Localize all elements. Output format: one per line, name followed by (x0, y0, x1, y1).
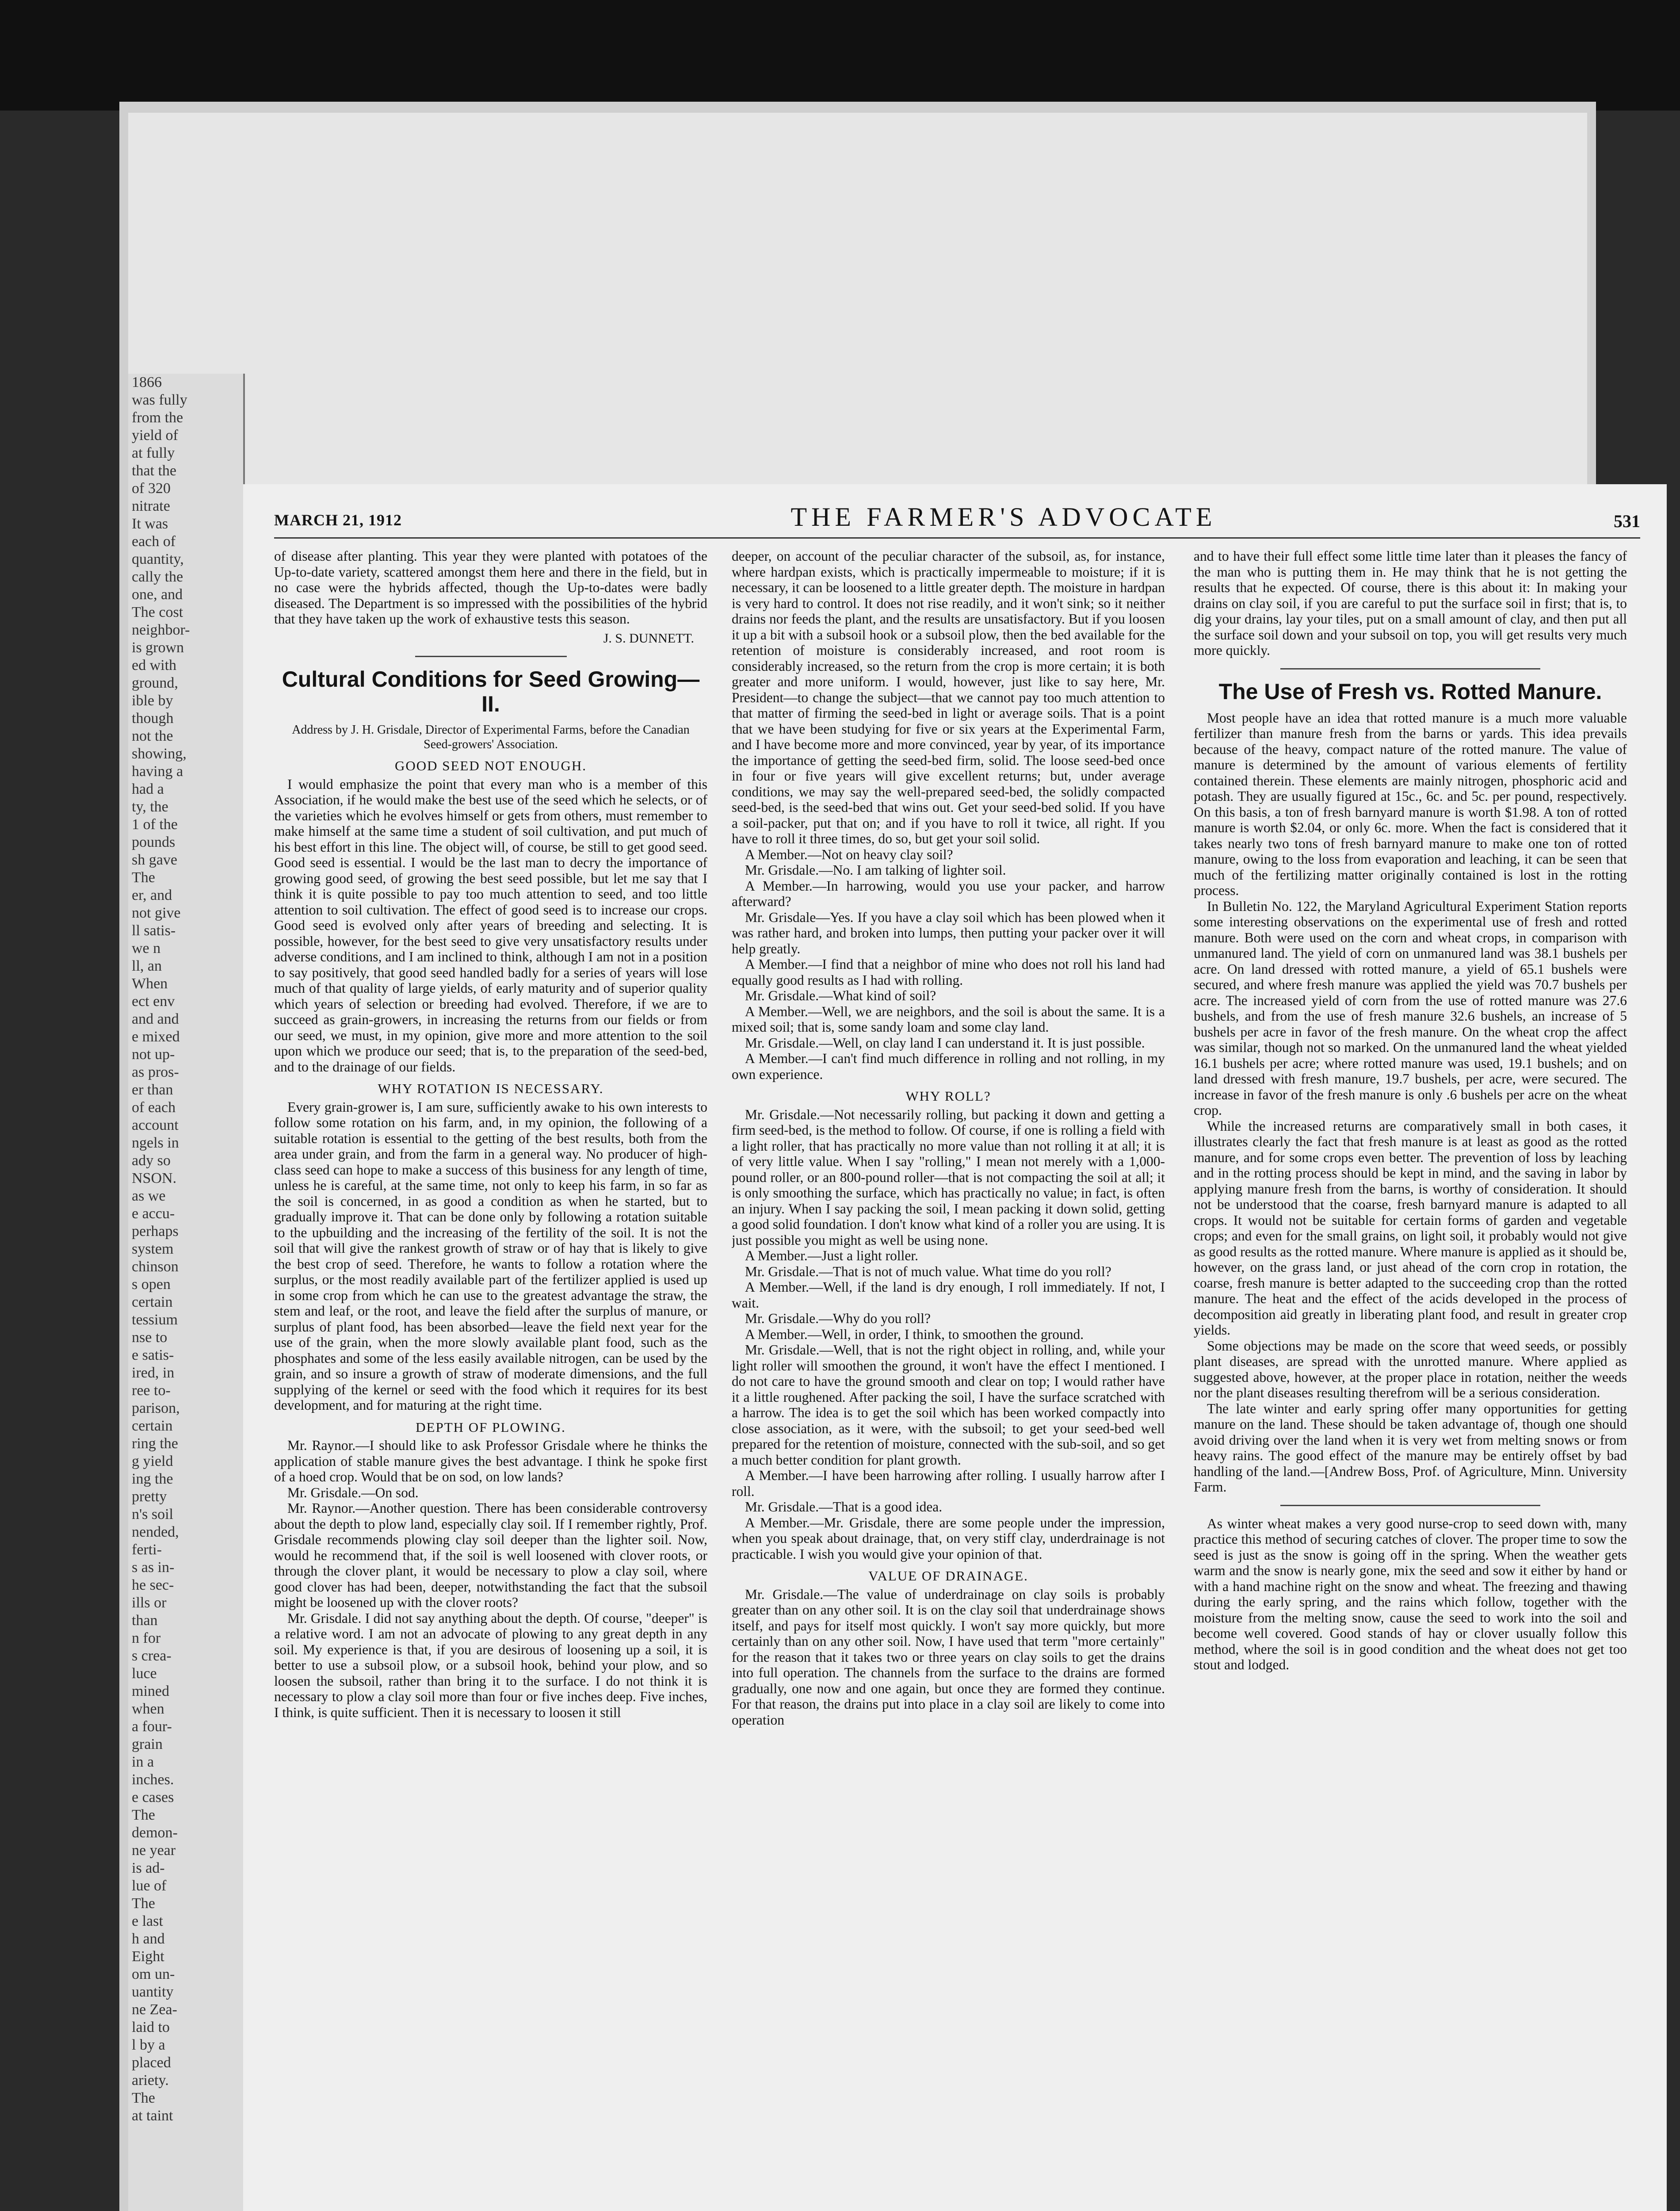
divider (1280, 668, 1540, 669)
previous-page-text-fragment: that the (132, 463, 177, 479)
article-paragraph: Mr. Grisdale—Yes. If you have a clay soil which has been plowed when it was rather hard, and broken into lumps, then putting your packer over it will help greatly. (732, 909, 1165, 956)
previous-page-text-fragment: pretty (132, 1488, 167, 1505)
page-header (274, 502, 1640, 539)
previous-page-text-fragment: had a (132, 781, 164, 797)
previous-page-text-fragment: ne Zea- (132, 2001, 177, 2018)
previous-page-text-fragment: e satis- (132, 1347, 174, 1363)
previous-page-text-fragment: When (132, 975, 168, 992)
previous-page-text-fragment: e mixed (132, 1029, 180, 1045)
previous-page-text-fragment: ing the (132, 1471, 173, 1487)
article-paragraph: Mr. Grisdale.—Not necessarily rolling, but packing it down and getting a firm seed-bed, is the method to follow. Of course, if one is rolling a field with a light roller, that has practically no more value than not rolling it at all; it is of very little value. When I say "rolling," I mean not merely with a 1,000-pound roller, or an 800-pound roller—that is not compacting the soil at all; it is only smoothing the surface, which has practically no value; in fact, is often an injury. When I say packing the soil, I mean packing it down solid, getting a good solid foundation. I don't know what kind of a roller you are using. It is just possible you might as well be using none. (732, 1106, 1165, 1248)
previous-page-text-fragment: and and (132, 1011, 179, 1027)
previous-page-text-fragment: account (132, 1117, 179, 1133)
previous-page-text-fragment: ady so (132, 1152, 171, 1169)
previous-page-text-fragment: It was (132, 516, 168, 532)
previous-page-text-fragment: mined (132, 1683, 169, 1699)
article-paragraph: Mr. Raynor.—I should like to ask Professor Grisdale where he thinks the application of stable manure gives the best advantage. I think he spoke first of a hoed crop. Would that be on sod, on low lands? (274, 1438, 707, 1484)
article-paragraph: I would emphasize the point that every man who is a member of this Association, if he would make the best use of the seed which he selects, or of the varieties which he evolves himself or gets from others, must remember to make himself at the same time a student of soil cultivation, and put much of his best effort in this line. The object will, of course, be still to get good seed. Good seed is essential. I would be the last man to decry the importance of growing good seed, of growing the best seed possible, but let me say that I think it is quite possible to pay too much attention to seed, and too little attention to soil cultivation. The effect of good seed is to increase our crops. Good seed is evolved only after years of breeding and selecting. It is possible, however, for the best seed to give very unsatisfactory results under adverse conditions, and I am inclined to think, although I am not in a position to say positively, that good seed handled badly for a series of years will lose much of that quality of large yields, of early maturity and of superior quality which years of selection or breeding had evolved. Therefore, if we are to succeed as grain-growers, in increasing the returns from our fields or from our seed, we must, in my opinion, give more and more attention to the soil upon which we produce our seed; that is, to the preparation of the seed-bed, and to the drainage of our fields. (274, 776, 707, 1075)
previous-page-text-fragment: of each (132, 1099, 176, 1116)
previous-page-text-fragment: g yield (132, 1453, 173, 1469)
previous-page-text-fragment: The cost (132, 604, 183, 620)
previous-page-text-fragment: parison, (132, 1400, 180, 1416)
previous-page-text-fragment: tessium (132, 1312, 178, 1328)
previous-page-text-fragment: quantity, (132, 551, 184, 567)
previous-page-text-fragment: ired, in (132, 1365, 175, 1381)
previous-page-text-fragment: ariety. (132, 2072, 169, 2089)
article-paragraph: Mr. Grisdale.—What kind of soil? (745, 988, 936, 1003)
article-paragraph: A Member.—In harrowing, would you use your packer, and harrow afterward? (732, 878, 1165, 909)
divider (1280, 1505, 1540, 1506)
previous-page-text-fragment: in a (132, 1754, 154, 1770)
previous-page-text-fragment: nitrate (132, 498, 170, 514)
article-paragraph: Mr. Grisdale.—Well, on clay land I can understand it. It is just possible. (745, 1035, 1145, 1051)
previous-page-text-fragment: one, and (132, 586, 183, 603)
previous-page-text-fragment: ible by (132, 692, 173, 709)
previous-page-text-fragment: The (132, 1807, 155, 1823)
previous-page-text-fragment: though (132, 710, 174, 727)
previous-page-text-fragment: e last (132, 1913, 163, 1929)
previous-page-text-fragment: NSON. (132, 1170, 177, 1186)
article-paragraph: Some objections may be made on the score that weed seeds, or possibly plant diseases, are spread with the unrotted manure. Where applied as suggested above, however, at the proper place in rotation, neither the weeds nor the plant diseases resulting therefrom will be a serious consideration. (1194, 1338, 1627, 1400)
article-byline: Address by J. H. Grisdale, Director of Experimental Farms, before the Canadian Seed-growers' Association. (292, 723, 690, 751)
article-paragraph: Mr. Raynor.—Another question. There has been considerable controversy about the depth to plow land, especially clay soil. If I remember rightly, Prof. Grisdale recommends plowing clay soil deeper than the lighter soil. Now, would he recommend that, if the soil is well loosened with clover roots, or through the clover plant, it would be necessary to plow a clay soil, where good clover has had been, deeper, notwithstanding the fact that the subsoil might be loosened up with the clover roots? (274, 1500, 707, 1610)
article-paragraph: A Member.—Well, we are neighbors, and the soil is about the same. It is a mixed soil; that is, some sandy loam and some clay land. (732, 1003, 1165, 1035)
article-paragraph: Every grain-grower is, I am sure, sufficiently awake to his own interests to follow some rotation on his farm, and, in my opinion, the following of a suitable rotation is essential to the getting of the best results, both from the area under grain, and from the farm in a general way. No producer of high-class seed can hope to make a success of this business for any length of time, unless he is careful, at the same time, not only to keep his farm, in so far as the soil is concerned, in as good a condition as when he started, but to gradually improve it. That can be done only by following a rotation suitable to the upbuilding and the increasing of the fertility of the soil. It is not the soil that will give the rankest growth of straw or of hay that is likely to give the best crop of seed. Therefore, he wants to follow a rotation where the surplus, or the most readily available part of the fertilizer applied is used up in some crop from which he can use to the greatest advantage the straw, the stem and leaf, or the root, and leave the field after the surplus of manure, or surplus of plant food, has been absorbed—leave the field next year for the use of the grain, when the more slowly available plant food, such as the phosphates and some of the less easily available nitrogen, can be used by the grain, and so insure a growth of straw of moderate dimensions, and the full supplying of the kernel or seed with the food which it requires for its best development, and for maturing at the right time. (274, 1099, 707, 1413)
previous-page-text-fragment: s crea- (132, 1648, 172, 1664)
previous-page-text-fragment: from the (132, 409, 183, 426)
column-2 (732, 548, 1165, 2211)
previous-page-text-fragment: l by a (132, 2037, 165, 2053)
article-paragraph: Most people have an idea that rotted manure is a much more valuable fertilizer than manure fresh from the barns or yards. This idea prevails because of the heavy, compact nature of the rotted manure. The value of manure is determined by the amount of various elements of fertility contained therein. These elements are mainly nitrogen, phosphoric acid and potash. They are usually figured at 15c., 6c. and 5c. per pound, respectively. On this basis, a ton of fresh barnyard manure is worth $1.98. A ton of rotted manure is worth $2.04, or only 6c. more. When the fact is considered that it takes nearly two tons of fresh barnyard manure to make one ton of rotted manure, owing to the loss from evaporation and leaching, it can be seen that much of the fertilizing matter originally contained is lost in the rotting process. (1194, 710, 1627, 898)
header-date: MARCH 21, 1912 (274, 511, 402, 529)
previous-page-text-fragment: a four- (132, 1718, 172, 1735)
previous-page-text-fragment: Eight (132, 1948, 164, 1965)
previous-page-edge (128, 374, 245, 2211)
previous-page-text-fragment: ring the (132, 1435, 178, 1452)
previous-page-text-fragment: each of (132, 533, 176, 550)
article-paragraph: A Member.—I find that a neighbor of mine who does not roll his land had equally good results as I had with rolling. (732, 956, 1165, 988)
previous-page-text-fragment: he sec- (132, 1577, 174, 1593)
previous-page-text-fragment: The (132, 869, 155, 886)
article-paragraph: Mr. Grisdale.—Why do you roll? (745, 1311, 931, 1326)
article-headline: Cultural Conditions for Seed Growing—II. (282, 667, 700, 716)
previous-page-text-fragment: certain (132, 1294, 173, 1310)
article-paragraph: A Member.—Just a light roller. (745, 1248, 918, 1263)
page-number: 531 (1614, 511, 1640, 531)
section-subhead: VALUE OF DRAINAGE. (868, 1568, 1028, 1584)
previous-page-text-fragment: not give (132, 905, 181, 921)
article-paragraph: A Member.—Not on heavy clay soil? (745, 846, 953, 862)
article-text: of disease after planting. This year they were planted with potatoes of the Up-to-date variety, scattered amongst them here and there in the field, but in no case were the hybrids affected, though the Up-to-dates were badly diseased. The Department is so impressed with the possibilities of the hybrid that they have taken up the work of exhaustive tests this season. (274, 548, 707, 627)
divider (415, 656, 567, 657)
article-paragraph: Mr. Grisdale.—Well, that is not the right object in rolling, and, while your light roller will smoothen the ground, it won't have the effect I mentioned. I do not care to have the ground smooth and clear on top; I would rather have it a little roughened. After packing the soil, I have the surface scratched with a harrow. The idea is to get the soil which has been worked compactly into close association, as it were, with the subsoil; to get your seed-bed well prepared for the retention of moisture, connected with the sub-soil, and so get a much better condition for plant growth. (732, 1342, 1165, 1468)
column-1 (274, 548, 707, 2211)
article-paragraph: A Member.—I have been harrowing after rolling. I usually harrow after I roll. (732, 1468, 1165, 1499)
article-paragraph: A Member.—Well, if the land is dry enough, I roll immediately. If not, I wait. (732, 1279, 1165, 1311)
previous-page-text-fragment: n's soil (132, 1506, 173, 1522)
section-subhead: GOOD SEED NOT ENOUGH. (394, 758, 587, 773)
previous-page-text-fragment: ferti- (132, 1542, 162, 1558)
previous-page-text-fragment: neighbor- (132, 622, 190, 638)
previous-page-text-fragment: luce (132, 1665, 157, 1682)
previous-page-text-fragment: demon- (132, 1825, 178, 1841)
previous-page-text-fragment: we n (132, 940, 161, 956)
previous-page-text-fragment: of 320 (132, 480, 171, 497)
previous-page-text-fragment: as we (132, 1188, 166, 1204)
article-paragraph: A Member.—Well, in order, I think, to smoothen the ground. (745, 1326, 1084, 1342)
previous-page-text-fragment: ect env (132, 993, 175, 1010)
article-paragraph: Mr. Grisdale.—The value of underdrainage on clay soils is probably greater than on any other soil. It is on the clay soil that underdrainage shows itself, and pays for itself most quickly. I won't say more quickly, but more certainly than on any other soil. Now, I have used that term "more certainly" for the reason that it takes two or three years on clay soils to get the drains into full operation. The channels from the surface to the drains are formed gradually, one now and one again, but once they are formed they continue. For that reason, the drains put into place in a clay soil are likely to come into operation (732, 1586, 1165, 1728)
previous-page-text-fragment: 1866 (132, 374, 162, 390)
article-paragraph: As winter wheat makes a very good nurse-crop to seed down with, many practice this method of securing catches of clover. The proper time to sow the seed is just as the snow is going off in the spring. When the weather gets warm and the snow is nearly gone, mix the seed and sow it either by hand or with a hand machine right on the snow and wheat. The freezing and thawing during the early spring, and the rains which follow, together with the moisture from the melting snow, cause the seed to work into the soil and become well covered. Good stands of hay or clover usually follow this method, where the soil is in good condition and the wheat does not get too stout and lodged. (1194, 1515, 1627, 1672)
previous-page-text-fragment: s open (132, 1276, 171, 1293)
previous-page-text-fragment: ed with (132, 657, 177, 673)
previous-page-text-fragment: cally the (132, 569, 183, 585)
previous-page-text-fragment: ground, (132, 675, 178, 691)
previous-page-text-fragment: yield of (132, 427, 178, 444)
previous-page-text-fragment: than (132, 1612, 158, 1629)
previous-page-text-fragment: om un- (132, 1966, 175, 1982)
masthead-title: THE FARMER'S ADVOCATE (790, 502, 1217, 532)
previous-page-text-fragment: is ad- (132, 1860, 165, 1876)
previous-page-text-fragment: not up- (132, 1046, 175, 1063)
article-paragraph: deeper, on account of the peculiar character of the subsoil, as, for instance, where hardpan exists, which is practically impermeable to moisture; if it is necessary, it can be loosened to a little greater depth. The moisture in hardpan is very hard to control. It does not rise readily, and it won't sink; so it neither drains nor feeds the plant, and the results are unsatisfactory. But if you loosen it up a bit with a subsoil hook or a subsoil plow, then the bed available for the retention of moisture is considerably increased, and root room is considerably increased, so the return from the crop is more certain; it is both greater and more uniform. I would, however, just like to say here, Mr. President—to change the subject—that we cannot pay too much attention to that matter of firming the seed-bed in light or average soils. That is a point that we have been studying for five or six years at the Experimental Farm, and I have become more and more convinced, year by year, of its importance the importance of getting the seed-bed firm, solid. The loose seed-bed once in four or five years will give excellent returns; but, under average conditions, we may say the well-prepared seed-bed, the solidly compacted seed-bed, is the seed-bed that wins out. Get your seed-bed solid. If you have a soil-packer, put that on; and if you have to roll it twice, all right. If you have to roll it three times, do so, but get your soil solid. (732, 548, 1165, 846)
previous-page-text-fragment: when (132, 1701, 164, 1717)
previous-page-text-fragment: h and (132, 1931, 165, 1947)
previous-page-text-fragment: The (132, 1895, 155, 1912)
previous-page-text-fragment: ree to- (132, 1382, 171, 1399)
previous-page-text-fragment: lue of (132, 1878, 167, 1894)
previous-page-text-fragment: is grown (132, 639, 184, 656)
previous-page-text-fragment: er than (132, 1082, 173, 1098)
previous-page-text-fragment: at fully (132, 445, 175, 461)
previous-page-text-fragment: chinson (132, 1259, 179, 1275)
previous-page-text-fragment: was fully (132, 392, 187, 408)
previous-page-text-fragment: sh gave (132, 852, 177, 868)
article-paragraph: Mr. Grisdale.—That is not of much value. What time do you roll? (745, 1263, 1111, 1279)
previous-page-text-fragment: at taint (132, 2108, 173, 2124)
previous-page-text-fragment: n for (132, 1630, 161, 1646)
previous-page-text-fragment: 1 of the (132, 816, 178, 833)
previous-page-text-fragment: The (132, 2090, 155, 2106)
previous-page-text-fragment: placed (132, 2054, 171, 2071)
section-subhead: DEPTH OF PLOWING. (416, 1419, 566, 1435)
article-paragraph: Mr. Grisdale.—On sod. (287, 1484, 419, 1500)
previous-page-text-fragment: grain (132, 1736, 163, 1752)
previous-page-text-fragment: ngels in (132, 1135, 179, 1151)
article-paragraph: In Bulletin No. 122, the Maryland Agricultural Experiment Station reports some interesting observations on the experimental use of fresh and rotted manure. Both were used on the corn and wheat crops, in comparison with unmanured land. The yield of corn on unmanured land was 38.1 bushels per acre. On land dressed with rotted manure, a yield of 65.1 bushels were secured, and where fresh manure was applied the yield was 70.7 bushels per acre. The increased yield of corn from the use of rotted manure was 27.6 bushels, and from the use of fresh manure 32.6 bushels, an increase of 5 bushels per acre in favor of the fresh manure. On the wheat crop the affect was similar, though not so marked. On the unmanured land the wheat yielded 16.1 bushels per acre; where rotted manure was used, 19.1 bushels; and on land dressed with fresh manure, 19.7 bushels, per acre, were secured. The increase in favor of the fresh manure is only .6 bushels per acre on the wheat crop. (1194, 898, 1627, 1118)
article-headline: The Use of Fresh vs. Rotted Manure. (1218, 679, 1602, 704)
previous-page-text-fragment: uantity (132, 1984, 174, 2000)
previous-page-text-fragment: ty, the (132, 799, 168, 815)
previous-page-text-fragment: showing, (132, 746, 187, 762)
previous-page-text-fragment: ll, an (132, 958, 162, 974)
previous-page-text-fragment: laid to (132, 2019, 170, 2035)
section-subhead: WHY ROTATION IS NECESSARY. (378, 1081, 604, 1096)
article-paragraph: A Member.—Mr. Grisdale, there are some people under the impression, when you speak about drainage, that, on very stiff clay, underdrainage is not practicable. I wish you would give your opinion of that. (732, 1515, 1165, 1562)
previous-page-text-fragment: inches. (132, 1771, 174, 1788)
previous-page-text-fragment: e cases (132, 1789, 174, 1806)
author-signature: J. S. DUNNETT. (603, 631, 694, 646)
article-paragraph: Mr. Grisdale.—No. I am talking of lighter soil. (745, 862, 1006, 878)
column-3 (1194, 548, 1627, 2211)
previous-page-text-fragment: certain (132, 1418, 173, 1434)
previous-page-text-fragment: ne year (132, 1842, 176, 1859)
previous-page-text-fragment: ll satis- (132, 922, 176, 939)
article-paragraph: Mr. Grisdale.—That is a good idea. (745, 1499, 943, 1515)
page-sheet (128, 113, 1640, 2211)
previous-page-text-fragment: e accu- (132, 1205, 175, 1222)
previous-page-text-fragment: not the (132, 728, 173, 744)
article-paragraph: A Member.—I can't find much difference in rolling and not rolling, in my own experience. (732, 1051, 1165, 1082)
previous-page-text-fragment: nse to (132, 1329, 168, 1346)
previous-page-text-fragment: as pros- (132, 1064, 179, 1080)
article-paragraph: Mr. Grisdale. I did not say anything about the depth. Of course, "deeper" is a relative word. I am not an advocate of plowing to any great depth in any soil. My experience is that, if you are desirous of loosening up a soil, it is better to use a subsoil plow, or a subsoil hook, behind your plow, and so loosen the subsoil, rather than bring it to the surface. I do not think it is necessary to plow a clay soil more than four or five inches deep. Five inches, I think, is quite sufficient. Then it is necessary to loosen it still (274, 1610, 707, 1720)
newspaper-page (243, 484, 1667, 2211)
previous-page-text-fragment: system (132, 1241, 174, 1257)
previous-page-text-fragment: er, and (132, 887, 172, 903)
previous-page-text-fragment: having a (132, 763, 183, 780)
section-subhead: WHY ROLL? (905, 1088, 991, 1104)
scan-background-top (0, 0, 1680, 111)
previous-page-text-fragment: s as in- (132, 1559, 175, 1576)
previous-page-text-fragment: pounds (132, 834, 176, 850)
article-paragraph: While the increased returns are comparatively small in both cases, it illustrates clearly the fact that fresh manure is at least as good as the rotted manure, and for some crops even better. The prevention of loss by leaching and in the rotting process should be kept in mind, and the saving in labor by applying manure fresh from the barns, is worthy of consideration. It should not be understood that the coarse, fresh barnyard manure is adapted to all crops. It would not be suitable for certain forms of garden and vegetable crops; and even for the small grains, on light soil, it probably would not give as good results as the rotted manure. Where manure is applied as it should be, however, on the grass land, or just ahead of the corn crop in rotation, the coarse, fresh manure is better adapted to the succeeding crop than the rotted manure. The heat and the effect of the acids developed in the process of decomposition aid greatly in liberating plant food, and result in greater crop yields. (1194, 1118, 1627, 1338)
previous-page-text-fragment: nended, (132, 1524, 179, 1540)
article-paragraph: and to have their full effect some little time later than it pleases the fancy of the man who is putting them in. He may think that he is not getting the results that he expected. Of course, there is this about it: In making your drains on clay soil, if you are careful to put the surface soil in first; that is, to dig your drains, lay your tiles, put on a small amount of clay, and then put all the surface soil down and your subsoil on top, you will get results very much more quickly. (1194, 548, 1627, 658)
article-paragraph: The late winter and early spring offer many opportunities for getting manure on the land. These should be taken advantage of, though one should avoid driving over the land when it is very wet from melting snows or from heavy rains. The good effect of the manure may be entirely offset by bad handling of the land.—[Andrew Boss, Prof. of Agriculture, Minn. University Farm. (1194, 1400, 1627, 1495)
previous-page-text-fragment: perhaps (132, 1223, 179, 1239)
previous-page-text-fragment: ills or (132, 1595, 167, 1611)
